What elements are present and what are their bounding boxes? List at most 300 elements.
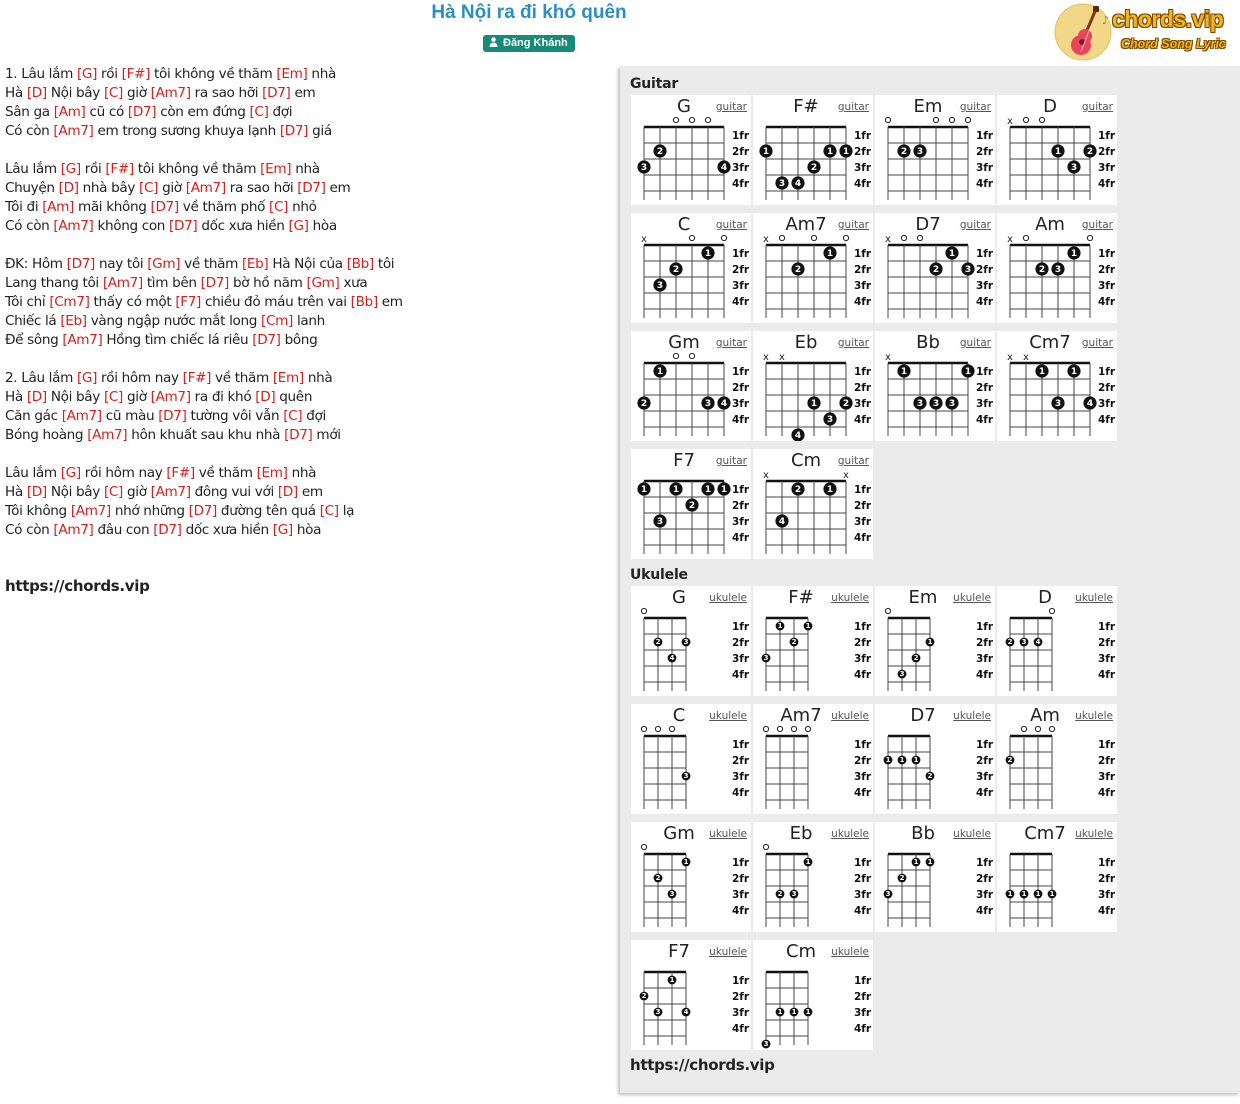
chord-ref[interactable]: [C] <box>103 484 124 500</box>
finger-dot <box>685 498 698 511</box>
muted-string-marker: x <box>1023 352 1029 363</box>
chord-ref[interactable]: [D7] <box>66 256 95 272</box>
chord-ref[interactable]: [Am7] <box>150 484 191 500</box>
finger-dot <box>1020 638 1029 647</box>
chord-name: D <box>1043 96 1057 117</box>
instrument-link[interactable]: ukulele <box>831 946 869 958</box>
finger-dot <box>1034 638 1043 647</box>
instrument-link[interactable]: guitar <box>715 337 747 349</box>
chord-ref[interactable]: [Em] <box>276 66 308 82</box>
chord-ref[interactable]: [F#] <box>105 161 134 177</box>
lyric-text: vàng ngập nước mắt long <box>86 313 262 329</box>
fret-label: 1fr <box>1098 366 1116 378</box>
fret-label: 4fr <box>976 787 994 799</box>
lyric-text: đợi <box>268 104 293 120</box>
ukulele-chord-g[interactable] <box>631 586 751 696</box>
finger-number: 2 <box>794 264 802 275</box>
chord-ref[interactable]: [Cm] <box>261 313 293 329</box>
fret-label: 1fr <box>976 248 994 260</box>
chord-ref[interactable]: [Bb] <box>350 294 378 310</box>
instrument-link[interactable]: guitar <box>959 219 991 231</box>
finger-number: 3 <box>683 637 689 646</box>
fret-label: 1fr <box>854 484 872 496</box>
chord-ref[interactable]: [D7] <box>297 180 326 196</box>
chord-ref[interactable]: [D7] <box>200 275 229 291</box>
instrument-link[interactable]: guitar <box>837 101 869 113</box>
chord-ref[interactable]: [Em] <box>260 161 292 177</box>
finger-dot <box>884 756 893 765</box>
finger-dot <box>929 262 942 275</box>
finger-dot <box>762 1040 771 1049</box>
finger-number: 2 <box>641 991 647 1000</box>
instrument-link[interactable]: ukulele <box>831 710 869 722</box>
guitar-chord-am7[interactable] <box>753 213 873 323</box>
open-string-marker <box>885 608 890 613</box>
lyric-text: Có còn <box>5 218 54 234</box>
lyric-text: dốc xưa hiền <box>181 522 273 538</box>
finger-number: 1 <box>927 857 933 866</box>
chord-ref[interactable]: [Bb] <box>346 256 374 272</box>
chord-ref[interactable]: [Am7] <box>102 275 143 291</box>
chord-ref[interactable]: [Em] <box>272 370 304 386</box>
site-url-link[interactable]: https://chords.vip <box>5 577 150 595</box>
ukulele-chord-gm[interactable] <box>631 822 751 932</box>
fret-label: 3fr <box>854 1007 872 1019</box>
finger-dot <box>653 514 666 527</box>
ukulele-chord-cm[interactable] <box>753 940 873 1050</box>
lyric-text: Hồng tìm chiếc lá riêu <box>102 332 253 348</box>
ukulele-chord-d[interactable] <box>997 586 1117 696</box>
finger-dot <box>912 756 921 765</box>
open-string-marker <box>811 235 816 240</box>
chord-ref[interactable]: [Am7] <box>185 180 226 196</box>
ukulele-chord-cm7[interactable] <box>997 822 1117 932</box>
finger-dot <box>791 482 804 495</box>
instrument-link[interactable]: guitar <box>959 101 991 113</box>
chord-name: Cm7 <box>1024 823 1066 844</box>
lyric-text: rồi <box>80 161 106 177</box>
ukulele-chord-am[interactable] <box>997 704 1117 814</box>
chord-ref[interactable]: [D7] <box>284 427 313 443</box>
lyric-text: nhà <box>303 370 333 386</box>
fret-label: 4fr <box>854 296 872 308</box>
muted-string-marker: x <box>779 352 785 363</box>
chord-ref[interactable]: [D7] <box>153 522 182 538</box>
lyric-text: không con <box>93 218 170 234</box>
chord-name: Bb <box>916 332 940 353</box>
open-string-marker <box>1035 726 1040 731</box>
fret-label: 3fr <box>976 771 994 783</box>
finger-number: 2 <box>1038 264 1046 275</box>
lyric-line <box>5 84 605 103</box>
fret-label: 2fr <box>976 146 994 158</box>
chord-ref[interactable]: [Am7] <box>61 408 102 424</box>
logo-tagline: Chord Song Lyric <box>1121 37 1226 51</box>
instrument-link[interactable]: guitar <box>715 455 747 467</box>
chord-ref[interactable]: [F#] <box>166 465 195 481</box>
fret-label: 2fr <box>732 637 750 649</box>
instrument-link[interactable]: ukulele <box>709 828 747 840</box>
chord-ref[interactable]: [Eb] <box>60 313 87 329</box>
open-string-marker <box>843 235 848 240</box>
finger-dot <box>654 638 663 647</box>
guitar-chord-c[interactable] <box>631 213 751 323</box>
chord-ref[interactable]: [Am7] <box>70 503 111 519</box>
guitar-chord-eb[interactable] <box>753 331 873 441</box>
chord-ref[interactable]: [G] <box>60 465 81 481</box>
muted-string-marker: x <box>1007 234 1013 245</box>
finger-number: 3 <box>655 1007 661 1016</box>
lyric-text: dốc xưa hiền <box>197 218 289 234</box>
fret-label: 3fr <box>854 516 872 528</box>
instrument-link[interactable]: ukulele <box>709 946 747 958</box>
finger-number: 4 <box>683 1007 689 1016</box>
open-string-marker <box>885 117 890 122</box>
finger-dot <box>790 890 799 899</box>
chord-diagram <box>875 704 995 814</box>
chord-name: Em <box>913 96 943 117</box>
fret-label: 3fr <box>732 162 750 174</box>
finger-number: 1 <box>810 398 818 409</box>
finger-dot <box>1067 246 1080 259</box>
lyric-text: 2. Lâu lắm <box>5 370 77 386</box>
lyric-text: mới <box>312 427 341 443</box>
finger-dot <box>926 858 935 867</box>
lyric-text: về thăm <box>180 256 242 272</box>
fret-label: 4fr <box>854 532 872 544</box>
instrument-link[interactable]: ukulele <box>1075 710 1113 722</box>
lyric-line <box>5 65 605 84</box>
chord-diagram <box>997 95 1117 205</box>
chord-ref[interactable]: [C] <box>139 180 159 196</box>
finger-number: 1 <box>899 755 905 764</box>
chord-diagram <box>875 822 995 932</box>
chord-diagram <box>631 95 751 205</box>
lyric-text: Có còn <box>5 522 54 538</box>
chord-diagram <box>631 822 751 932</box>
open-string-marker <box>689 353 694 358</box>
guitar-chord-d[interactable] <box>997 95 1117 205</box>
lyric-line <box>5 160 605 179</box>
open-string-marker <box>763 726 768 731</box>
fret-label: 2fr <box>854 873 872 885</box>
chord-ref[interactable]: [C] <box>319 503 339 519</box>
guitar-chord-g[interactable] <box>631 95 751 205</box>
finger-number: 1 <box>640 484 648 495</box>
finger-number: 1 <box>964 366 972 377</box>
finger-dot <box>804 1008 813 1017</box>
chord-ref[interactable]: [D] <box>58 180 79 196</box>
open-string-marker <box>965 117 970 122</box>
finger-number: 2 <box>791 637 797 646</box>
lyric-text: nhà <box>307 66 336 82</box>
chord-ref[interactable]: [F#] <box>182 370 212 386</box>
finger-dot <box>682 1008 691 1017</box>
lyric-text: Có còn <box>5 123 54 139</box>
finger-number: 1 <box>1049 889 1055 898</box>
artist-badge[interactable] <box>483 35 575 52</box>
fret-label: 3fr <box>732 280 750 292</box>
instrument-link[interactable]: ukulele <box>709 592 747 604</box>
chord-ref[interactable]: [D] <box>255 389 276 405</box>
finger-dot <box>775 176 788 189</box>
chord-ref[interactable]: [Am7] <box>150 85 191 101</box>
finger-number: 1 <box>913 755 919 764</box>
finger-dot <box>669 482 682 495</box>
muted-string-marker: x <box>1007 352 1013 363</box>
instrument-link[interactable]: guitar <box>837 455 869 467</box>
chord-ref[interactable]: [Gm] <box>306 275 340 291</box>
ukulele-chord-am7[interactable] <box>753 704 873 814</box>
instrument-link[interactable]: guitar <box>715 101 747 113</box>
chord-ref[interactable]: [G] <box>272 522 293 538</box>
finger-number: 1 <box>720 484 728 495</box>
fret-label: 1fr <box>732 366 750 378</box>
chord-ref[interactable]: [Am] <box>53 104 86 120</box>
finger-dot <box>717 396 730 409</box>
finger-number: 2 <box>899 873 905 882</box>
lyric-line <box>5 426 605 445</box>
fret-label: 2fr <box>1098 873 1116 885</box>
fret-label: 2fr <box>1098 382 1116 394</box>
chord-name: C <box>672 705 686 726</box>
chord-name: Gm <box>668 332 700 353</box>
chord-ref[interactable]: [C] <box>283 408 303 424</box>
fret-label: 2fr <box>732 755 750 767</box>
chord-ref[interactable]: [Eb] <box>241 256 269 272</box>
guitar-chord-am[interactable] <box>997 213 1117 323</box>
finger-dot <box>701 482 714 495</box>
chord-ref[interactable]: [Am] <box>42 199 74 215</box>
lyric-text: Lâu lắm <box>5 161 61 177</box>
ukulele-chord-fsharp[interactable] <box>753 586 873 696</box>
finger-dot <box>1035 364 1048 377</box>
instrument-link[interactable]: ukulele <box>1075 592 1113 604</box>
chord-ref[interactable]: [Am7] <box>87 427 128 443</box>
finger-dot <box>1051 144 1064 157</box>
finger-dot <box>884 890 893 899</box>
fret-label: 1fr <box>976 130 994 142</box>
instrument-link[interactable]: guitar <box>959 337 991 349</box>
finger-number: 2 <box>688 500 696 511</box>
site-logo[interactable] <box>1054 2 1234 62</box>
finger-dot <box>945 396 958 409</box>
fret-label: 4fr <box>1098 787 1116 799</box>
lyric-text: em trong sương khuya lạnh <box>93 123 280 139</box>
guitar-chord-gm[interactable] <box>631 331 751 441</box>
instrument-link[interactable]: guitar <box>837 219 869 231</box>
open-string-marker <box>933 117 938 122</box>
guitar-chord-f7[interactable] <box>631 449 751 559</box>
fret-label: 3fr <box>1098 771 1116 783</box>
lyric-text: bờ hồ năm <box>228 275 307 291</box>
instrument-link[interactable]: ukulele <box>953 592 991 604</box>
instrument-link[interactable]: guitar <box>1081 219 1113 231</box>
muted-string-marker: x <box>843 470 849 481</box>
instrument-link[interactable]: guitar <box>1081 337 1113 349</box>
chord-name: D <box>1038 587 1052 608</box>
chord-name: D7 <box>910 705 936 726</box>
chord-name: Cm7 <box>1029 332 1071 353</box>
finger-dot <box>804 622 813 631</box>
chord-ref[interactable]: [C] <box>103 389 124 405</box>
chord-ref[interactable]: [D7] <box>252 332 281 348</box>
instrument-link[interactable]: ukulele <box>953 710 991 722</box>
fret-label: 1fr <box>976 621 994 633</box>
logo-name: chords.vip <box>1112 6 1224 32</box>
guitar-chord-cm[interactable] <box>753 449 873 559</box>
lyric-line <box>5 407 605 426</box>
chord-ref[interactable]: [C] <box>249 104 269 120</box>
finger-dot <box>898 756 907 765</box>
chord-name: Am <box>1035 214 1065 235</box>
instrument-link[interactable]: guitar <box>1081 101 1113 113</box>
finger-number: 3 <box>932 398 940 409</box>
instrument-link[interactable]: ukulele <box>831 592 869 604</box>
finger-number: 3 <box>763 653 769 662</box>
finger-number: 2 <box>842 398 850 409</box>
finger-number: 2 <box>913 653 919 662</box>
guitar-chord-em[interactable] <box>875 95 995 205</box>
fret-label: 4fr <box>854 905 872 917</box>
lyric-text: Chiếc lá <box>5 313 61 329</box>
site-url-link-bottom[interactable]: https://chords.vip <box>630 1056 775 1074</box>
finger-number: 3 <box>656 280 664 291</box>
fret-label: 4fr <box>976 669 994 681</box>
chord-ref[interactable]: [D7] <box>150 199 179 215</box>
guitar-chord-fsharp[interactable] <box>753 95 873 205</box>
lyric-line <box>5 521 605 540</box>
lyric-text: Nội bây <box>46 85 104 101</box>
chord-ref[interactable]: [D7] <box>127 104 157 120</box>
lyric-line <box>5 502 605 521</box>
finger-number: 1 <box>1007 889 1013 898</box>
instrument-link[interactable]: guitar <box>837 337 869 349</box>
finger-number: 1 <box>826 248 834 259</box>
guitar-chord-cm7[interactable] <box>997 331 1117 441</box>
chord-ref[interactable]: [C] <box>103 85 124 101</box>
finger-number: 1 <box>842 146 850 157</box>
fret-label: 2fr <box>854 991 872 1003</box>
chord-ref[interactable]: [D7] <box>279 123 309 139</box>
ukulele-chord-c[interactable] <box>631 704 751 814</box>
instrument-link[interactable]: ukulele <box>709 710 747 722</box>
finger-dot <box>961 262 974 275</box>
chord-ref[interactable]: [Am7] <box>150 389 191 405</box>
open-string-marker <box>763 844 768 849</box>
finger-dot <box>1020 890 1029 899</box>
finger-number: 3 <box>964 264 972 275</box>
chord-ref[interactable]: [C] <box>269 199 289 215</box>
ukulele-chord-d7[interactable] <box>875 704 995 814</box>
open-string-marker <box>721 235 726 240</box>
chord-ref[interactable]: [D] <box>277 484 298 500</box>
chord-ref[interactable]: [D] <box>26 85 47 101</box>
chord-ref[interactable]: [Am7] <box>53 522 94 538</box>
chord-ref[interactable]: [D7] <box>169 218 198 234</box>
chord-ref[interactable]: [Am7] <box>53 123 94 139</box>
chord-name: Em <box>908 587 938 608</box>
finger-number: 3 <box>1054 264 1062 275</box>
chord-ref[interactable]: [D7] <box>158 408 187 424</box>
finger-dot <box>640 992 649 1001</box>
guitar-chord-bb[interactable] <box>875 331 995 441</box>
fret-label: 3fr <box>976 653 994 665</box>
chord-diagram <box>875 213 995 323</box>
chord-name: Am7 <box>785 214 827 235</box>
lyric-text: Hà <box>5 484 27 500</box>
chord-ref[interactable]: [F7] <box>175 294 202 310</box>
muted-string-marker: x <box>885 234 891 245</box>
instrument-link[interactable]: ukulele <box>953 828 991 840</box>
lyric-text: đợi <box>302 408 326 424</box>
chord-ref[interactable]: [D7] <box>188 503 217 519</box>
fret-label: 3fr <box>1098 398 1116 410</box>
ukulele-chord-f7[interactable] <box>631 940 751 1050</box>
lyric-text: giờ <box>123 484 151 500</box>
muted-string-marker: x <box>763 352 769 363</box>
muted-string-marker: x <box>763 234 769 245</box>
fret-label: 2fr <box>976 637 994 649</box>
lyric-text: em <box>325 180 351 196</box>
finger-dot <box>791 262 804 275</box>
lyric-line <box>5 293 605 312</box>
fret-label: 1fr <box>854 366 872 378</box>
lyric-text: em <box>297 484 323 500</box>
chord-ref[interactable]: [D7] <box>262 85 291 101</box>
chord-ref[interactable]: [G] <box>76 66 98 82</box>
fret-label: 3fr <box>976 280 994 292</box>
guitar-chord-d7[interactable] <box>875 213 995 323</box>
chord-ref[interactable]: [Gm] <box>147 256 181 272</box>
ukulele-chord-bb[interactable] <box>875 822 995 932</box>
chord-diagram <box>631 940 751 1050</box>
instrument-link[interactable]: ukulele <box>1075 828 1113 840</box>
finger-dot <box>961 364 974 377</box>
instrument-link[interactable]: guitar <box>715 219 747 231</box>
chord-name: Bb <box>911 823 935 844</box>
chord-ref[interactable]: [Am7] <box>62 332 103 348</box>
open-string-marker <box>641 726 646 731</box>
chord-ref[interactable]: [G] <box>60 161 81 177</box>
finger-dot <box>1051 396 1064 409</box>
svg-text:♪: ♪ <box>1102 14 1110 27</box>
chord-ref[interactable]: [G] <box>76 370 98 386</box>
chord-name: Cm <box>790 450 822 471</box>
chord-ref[interactable]: [F#] <box>121 66 151 82</box>
finger-dot <box>912 654 921 663</box>
chord-ref[interactable]: [Am7] <box>53 218 94 234</box>
fret-label: 1fr <box>976 857 994 869</box>
chord-ref[interactable]: [Em] <box>256 465 288 481</box>
fret-label: 4fr <box>854 787 872 799</box>
chord-diagram <box>997 213 1117 323</box>
fret-label: 2fr <box>1098 264 1116 276</box>
open-string-marker <box>1087 235 1092 240</box>
instrument-link[interactable]: ukulele <box>831 828 869 840</box>
finger-number: 1 <box>1021 889 1027 898</box>
chord-ref[interactable]: [D] <box>26 389 47 405</box>
chord-ref[interactable]: [G] <box>288 218 309 234</box>
fret-label: 3fr <box>976 398 994 410</box>
finger-dot <box>790 1008 799 1017</box>
chord-ref[interactable]: [Cm7] <box>49 294 90 310</box>
chord-ref[interactable]: [D] <box>26 484 47 500</box>
lyric-text: Bóng hoàng <box>5 427 88 443</box>
chord-diagram <box>875 331 995 441</box>
ukulele-chord-em[interactable] <box>875 586 995 696</box>
ukulele-chord-eb[interactable] <box>753 822 873 932</box>
